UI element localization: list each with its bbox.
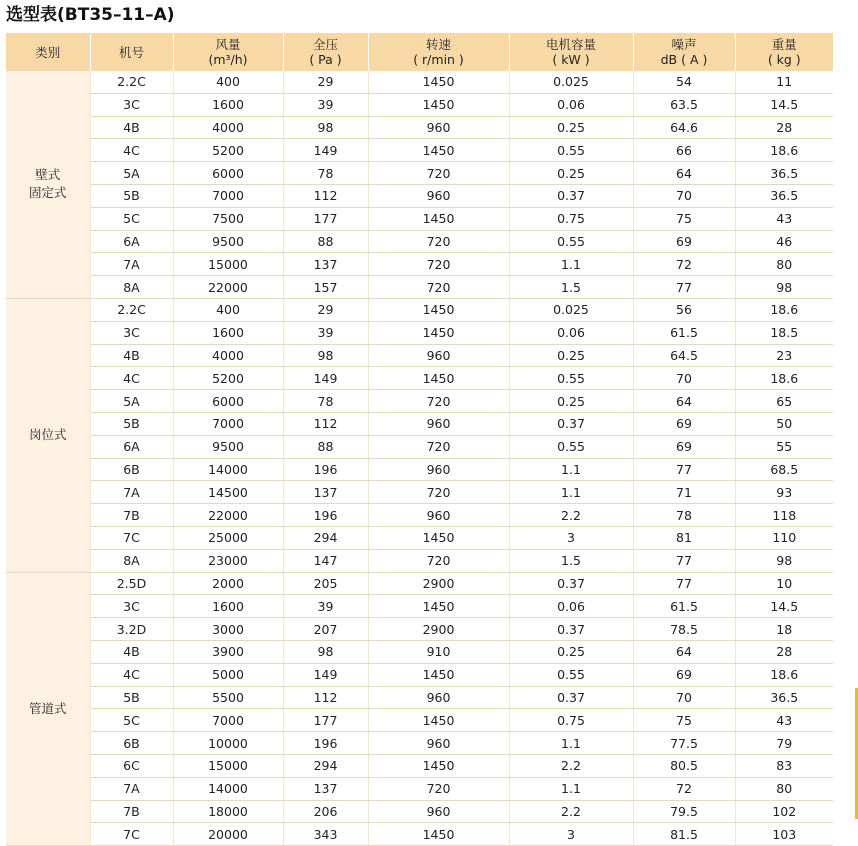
table-cell: 5A: [90, 390, 173, 413]
table-row: [6, 709, 833, 732]
table-cell: 36.5: [735, 686, 833, 709]
table-cell: 960: [368, 504, 509, 527]
table-cell: 69: [633, 663, 735, 686]
table-cell: 14000: [173, 458, 283, 481]
table-cell: 960: [368, 344, 509, 367]
table-cell: 63.5: [633, 93, 735, 116]
table-cell: 0.25: [509, 640, 633, 663]
table-cell: 206: [283, 800, 368, 823]
table-cell: 15000: [173, 754, 283, 777]
table-row: [6, 526, 833, 549]
table-cell: 720: [368, 276, 509, 299]
table-cell: 2.2: [509, 754, 633, 777]
table-row: [6, 595, 833, 618]
table-cell: 7000: [173, 184, 283, 207]
table-cell: 79: [735, 732, 833, 755]
table-cell: 54: [633, 71, 735, 93]
table-cell: 80.5: [633, 754, 735, 777]
table-cell: 149: [283, 139, 368, 162]
table-cell: 1.5: [509, 276, 633, 299]
table-cell: 5A: [90, 162, 173, 185]
table-cell: 88: [283, 230, 368, 253]
table-cell: 5500: [173, 686, 283, 709]
table-cell: 0.06: [509, 93, 633, 116]
table-cell: 98: [283, 640, 368, 663]
table-cell: 81.5: [633, 823, 735, 846]
table-cell: 7000: [173, 709, 283, 732]
table-cell: 15000: [173, 253, 283, 276]
header-row: [6, 33, 833, 71]
table-row: [6, 276, 833, 299]
table-cell: 4C: [90, 663, 173, 686]
table-cell: 7B: [90, 504, 173, 527]
table-cell: 720: [368, 481, 509, 504]
table-cell: 77: [633, 458, 735, 481]
header-category: 类别: [6, 33, 90, 71]
table-cell: 2.2: [509, 800, 633, 823]
table-cell: 7A: [90, 777, 173, 800]
table-cell: 4B: [90, 640, 173, 663]
category-cell: 壁式 固定式: [6, 71, 90, 298]
table-cell: 4B: [90, 116, 173, 139]
table-cell: 81: [633, 526, 735, 549]
table-cell: 18: [735, 618, 833, 641]
table-cell: 2.2C: [90, 71, 173, 93]
table-cell: 18.6: [735, 663, 833, 686]
table-cell: 3: [509, 823, 633, 846]
table-row: [6, 93, 833, 116]
table-cell: 4000: [173, 116, 283, 139]
table-row: [6, 549, 833, 572]
table-cell: 2000: [173, 572, 283, 595]
table-cell: 205: [283, 572, 368, 595]
table-cell: 0.025: [509, 71, 633, 93]
table-cell: 75: [633, 207, 735, 230]
table-cell: 157: [283, 276, 368, 299]
table-cell: 18.6: [735, 298, 833, 321]
table-cell: 0.55: [509, 230, 633, 253]
table-cell: 23: [735, 344, 833, 367]
table-cell: 61.5: [633, 595, 735, 618]
table-cell: 14000: [173, 777, 283, 800]
table-cell: 149: [283, 367, 368, 390]
table-cell: 0.25: [509, 344, 633, 367]
table-cell: 960: [368, 412, 509, 435]
table-cell: 110: [735, 526, 833, 549]
table-cell: 5B: [90, 184, 173, 207]
table-cell: 39: [283, 321, 368, 344]
table-cell: 10000: [173, 732, 283, 755]
table-cell: 400: [173, 71, 283, 93]
table-cell: 294: [283, 754, 368, 777]
table-cell: 36.5: [735, 184, 833, 207]
table-cell: 77: [633, 572, 735, 595]
table-cell: 1.1: [509, 777, 633, 800]
table-cell: 65: [735, 390, 833, 413]
table-row: [6, 754, 833, 777]
table-cell: 20000: [173, 823, 283, 846]
table-cell: 7A: [90, 481, 173, 504]
table-cell: 1450: [368, 93, 509, 116]
header-speed: 转速 ( r/min ): [368, 33, 509, 71]
table-cell: 7C: [90, 823, 173, 846]
table-cell: 6B: [90, 732, 173, 755]
table-cell: 77: [633, 549, 735, 572]
table-cell: 400: [173, 298, 283, 321]
table-row: [6, 481, 833, 504]
table-cell: 147: [283, 549, 368, 572]
table-cell: 0.55: [509, 435, 633, 458]
table-cell: 5C: [90, 709, 173, 732]
table-cell: 6000: [173, 162, 283, 185]
table-cell: 8A: [90, 549, 173, 572]
table-cell: 78: [283, 390, 368, 413]
table-cell: 66: [633, 139, 735, 162]
table-cell: 960: [368, 800, 509, 823]
table-cell: 70: [633, 686, 735, 709]
table-cell: 1.1: [509, 481, 633, 504]
table-cell: 0.75: [509, 207, 633, 230]
table-cell: 79.5: [633, 800, 735, 823]
table-cell: 64.6: [633, 116, 735, 139]
table-cell: 5000: [173, 663, 283, 686]
table-cell: 1450: [368, 754, 509, 777]
table-cell: 29: [283, 71, 368, 93]
table-cell: 6A: [90, 230, 173, 253]
table-row: [6, 412, 833, 435]
table-cell: 1450: [368, 663, 509, 686]
table-cell: 7A: [90, 253, 173, 276]
table-cell: 64: [633, 640, 735, 663]
table-cell: 196: [283, 504, 368, 527]
table-cell: 294: [283, 526, 368, 549]
table-cell: 23000: [173, 549, 283, 572]
table-cell: 14.5: [735, 93, 833, 116]
table-cell: 69: [633, 230, 735, 253]
table-cell: 50: [735, 412, 833, 435]
table-cell: 7C: [90, 526, 173, 549]
table-cell: 8A: [90, 276, 173, 299]
table-cell: 112: [283, 184, 368, 207]
table-cell: 2900: [368, 572, 509, 595]
table-cell: 2.2: [509, 504, 633, 527]
table-cell: 5B: [90, 686, 173, 709]
table-cell: 78: [633, 504, 735, 527]
table-cell: 5B: [90, 412, 173, 435]
table-cell: 1600: [173, 93, 283, 116]
table-cell: 28: [735, 640, 833, 663]
table-row: [6, 435, 833, 458]
table-cell: 5200: [173, 139, 283, 162]
table-cell: 78: [283, 162, 368, 185]
table-cell: 0.55: [509, 367, 633, 390]
table-cell: 207: [283, 618, 368, 641]
table-cell: 960: [368, 686, 509, 709]
table-row: [6, 458, 833, 481]
table-cell: 1450: [368, 298, 509, 321]
table-cell: 4B: [90, 344, 173, 367]
table-row: [6, 823, 833, 846]
table-cell: 4000: [173, 344, 283, 367]
table-cell: 98: [283, 116, 368, 139]
table-cell: 1450: [368, 71, 509, 93]
table-cell: 5200: [173, 367, 283, 390]
table-cell: 2.5D: [90, 572, 173, 595]
table-title: 选型表(BT35–11–A): [6, 5, 175, 25]
table-cell: 75: [633, 709, 735, 732]
table-cell: 14.5: [735, 595, 833, 618]
table-cell: 4C: [90, 367, 173, 390]
table-cell: 1600: [173, 321, 283, 344]
table-cell: 88: [283, 435, 368, 458]
table-cell: 0.06: [509, 595, 633, 618]
table-cell: 0.55: [509, 139, 633, 162]
table-cell: 103: [735, 823, 833, 846]
header-noise: 噪声 dB ( A ): [633, 33, 735, 71]
table-row: [6, 390, 833, 413]
table-cell: 9500: [173, 435, 283, 458]
table-cell: 3900: [173, 640, 283, 663]
table-cell: 18.6: [735, 139, 833, 162]
table-cell: 1450: [368, 367, 509, 390]
table-cell: 1450: [368, 207, 509, 230]
table-cell: 18000: [173, 800, 283, 823]
table-row: [6, 663, 833, 686]
table-row: [6, 367, 833, 390]
table-cell: 0.06: [509, 321, 633, 344]
table-row: [6, 139, 833, 162]
table-cell: 720: [368, 253, 509, 276]
table-cell: 112: [283, 412, 368, 435]
table-cell: 720: [368, 777, 509, 800]
table-cell: 343: [283, 823, 368, 846]
table-cell: 28: [735, 116, 833, 139]
table-cell: 2900: [368, 618, 509, 641]
table-cell: 118: [735, 504, 833, 527]
table-row: [6, 504, 833, 527]
table-cell: 0.55: [509, 663, 633, 686]
table-cell: 72: [633, 777, 735, 800]
table-cell: 64.5: [633, 344, 735, 367]
selection-table: [6, 33, 833, 846]
table-cell: 1.5: [509, 549, 633, 572]
table-cell: 68.5: [735, 458, 833, 481]
table-row: [6, 230, 833, 253]
table-cell: 0.37: [509, 412, 633, 435]
table-cell: 720: [368, 390, 509, 413]
table-cell: 70: [633, 367, 735, 390]
table-row: [6, 184, 833, 207]
table-cell: 61.5: [633, 321, 735, 344]
table-cell: 0.025: [509, 298, 633, 321]
table-row: [6, 686, 833, 709]
table-cell: 36.5: [735, 162, 833, 185]
table-cell: 960: [368, 116, 509, 139]
table-body: [6, 71, 833, 846]
table-cell: 137: [283, 481, 368, 504]
table-cell: 14500: [173, 481, 283, 504]
table-cell: 0.25: [509, 390, 633, 413]
table-row: [6, 344, 833, 367]
table-cell: 137: [283, 777, 368, 800]
table-row: [6, 253, 833, 276]
table-cell: 960: [368, 732, 509, 755]
table-cell: 22000: [173, 276, 283, 299]
table-cell: 0.37: [509, 572, 633, 595]
table-cell: 18.6: [735, 367, 833, 390]
table-cell: 720: [368, 230, 509, 253]
category-cell: 管道式: [6, 572, 90, 846]
table-row: [6, 732, 833, 755]
table-cell: 3.2D: [90, 618, 173, 641]
table-row: [6, 618, 833, 641]
table-cell: 56: [633, 298, 735, 321]
table-cell: 72: [633, 253, 735, 276]
table-cell: 1450: [368, 709, 509, 732]
table-cell: 6B: [90, 458, 173, 481]
table-cell: 1450: [368, 139, 509, 162]
table-cell: 177: [283, 709, 368, 732]
table-cell: 149: [283, 663, 368, 686]
table-cell: 0.37: [509, 184, 633, 207]
table-cell: 910: [368, 640, 509, 663]
table-cell: 3: [509, 526, 633, 549]
table-cell: 0.37: [509, 618, 633, 641]
table-row: [6, 116, 833, 139]
header-model: 机号: [90, 33, 173, 71]
table-cell: 7500: [173, 207, 283, 230]
table-row: [6, 207, 833, 230]
table-cell: 196: [283, 458, 368, 481]
table-cell: 1450: [368, 823, 509, 846]
table-cell: 55: [735, 435, 833, 458]
table-cell: 43: [735, 709, 833, 732]
table-cell: 0.37: [509, 686, 633, 709]
table-cell: 720: [368, 549, 509, 572]
table-cell: 77: [633, 276, 735, 299]
table-cell: 6000: [173, 390, 283, 413]
table-row: [6, 71, 833, 93]
table-cell: 720: [368, 162, 509, 185]
table-cell: 43: [735, 207, 833, 230]
table-cell: 80: [735, 253, 833, 276]
table-cell: 7B: [90, 800, 173, 823]
table-cell: 0.75: [509, 709, 633, 732]
table-row: [6, 162, 833, 185]
table-cell: 69: [633, 412, 735, 435]
table-cell: 29: [283, 298, 368, 321]
table-cell: 39: [283, 93, 368, 116]
table-cell: 3000: [173, 618, 283, 641]
table-cell: 25000: [173, 526, 283, 549]
table-cell: 1.1: [509, 253, 633, 276]
header-airflow: 风量 (m³/h): [173, 33, 283, 71]
table-cell: 80: [735, 777, 833, 800]
table-row: [6, 298, 833, 321]
table-cell: 6A: [90, 435, 173, 458]
table-cell: 64: [633, 390, 735, 413]
table-cell: 1.1: [509, 732, 633, 755]
table-cell: 4C: [90, 139, 173, 162]
table-row: [6, 777, 833, 800]
header-weight: 重量 ( kg ): [735, 33, 833, 71]
table-cell: 7000: [173, 412, 283, 435]
table-cell: 22000: [173, 504, 283, 527]
table-cell: 3C: [90, 321, 173, 344]
table-cell: 1450: [368, 321, 509, 344]
table-cell: 112: [283, 686, 368, 709]
table-row: [6, 800, 833, 823]
table-cell: 98: [735, 276, 833, 299]
table-cell: 0.25: [509, 162, 633, 185]
table-cell: 177: [283, 207, 368, 230]
table-cell: 137: [283, 253, 368, 276]
table-cell: 46: [735, 230, 833, 253]
table-cell: 77.5: [633, 732, 735, 755]
table-cell: 102: [735, 800, 833, 823]
table-cell: 1450: [368, 526, 509, 549]
table-cell: 1600: [173, 595, 283, 618]
table-row: [6, 321, 833, 344]
table-cell: 720: [368, 435, 509, 458]
table-cell: 3C: [90, 93, 173, 116]
table-cell: 9500: [173, 230, 283, 253]
table-row: [6, 640, 833, 663]
table-cell: 78.5: [633, 618, 735, 641]
category-cell: 岗位式: [6, 298, 90, 572]
table-cell: 1.1: [509, 458, 633, 481]
table-cell: 3C: [90, 595, 173, 618]
table-cell: 1450: [368, 595, 509, 618]
table-cell: 69: [633, 435, 735, 458]
table-row: [6, 572, 833, 595]
header-motor-power: 电机容量 ( kW ): [509, 33, 633, 71]
table-cell: 5C: [90, 207, 173, 230]
table-cell: 10: [735, 572, 833, 595]
table-cell: 2.2C: [90, 298, 173, 321]
table-cell: 83: [735, 754, 833, 777]
table-cell: 70: [633, 184, 735, 207]
table-cell: 11: [735, 71, 833, 93]
table-cell: 18.5: [735, 321, 833, 344]
table-cell: 39: [283, 595, 368, 618]
table-cell: 98: [735, 549, 833, 572]
table-cell: 0.25: [509, 116, 633, 139]
table-cell: 6C: [90, 754, 173, 777]
table-cell: 196: [283, 732, 368, 755]
header-pressure: 全压 ( Pa ): [283, 33, 368, 71]
table-cell: 93: [735, 481, 833, 504]
table-cell: 960: [368, 184, 509, 207]
table-cell: 960: [368, 458, 509, 481]
table-cell: 71: [633, 481, 735, 504]
table-cell: 64: [633, 162, 735, 185]
table-cell: 98: [283, 344, 368, 367]
